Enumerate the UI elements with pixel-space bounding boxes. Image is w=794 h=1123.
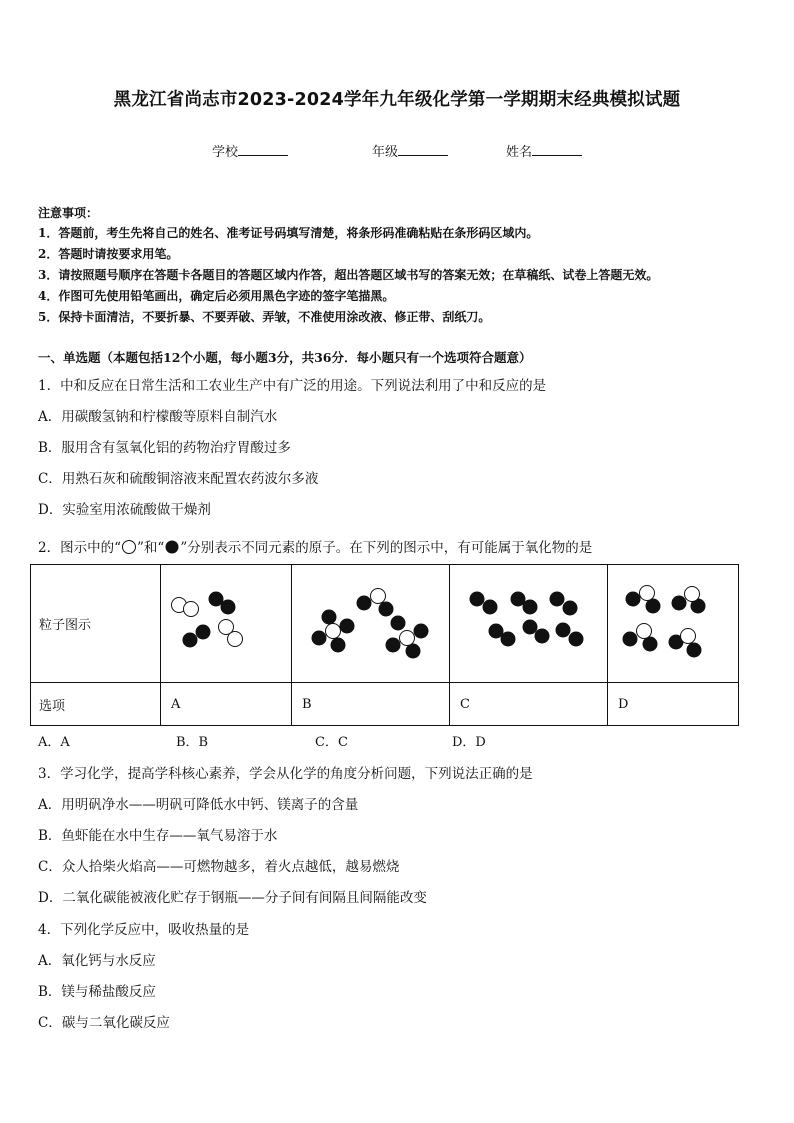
question-4-stem: 4．下列化学反应中，吸收热量的是 — [38, 922, 250, 938]
particle-diagram-b — [292, 565, 450, 683]
question-3-stem: 3．学习化学，提高学科核心素养，学会从化学的角度分析问题，下列说法正确的是 — [38, 766, 533, 782]
choice-a: A — [161, 683, 292, 726]
name-label: 姓名 — [506, 145, 533, 160]
school-field — [212, 141, 288, 160]
particle-table — [30, 564, 739, 726]
grade-blank — [398, 143, 448, 156]
question-3-option-a: A．用明矾净水——明矾可降低水中钙、镁离子的含量 — [38, 797, 359, 813]
choice-b: B — [292, 683, 450, 726]
diagram-c — [450, 565, 607, 678]
note-item: 1．答题前，考生先将自己的姓名、准考证号码填写清楚，将条形码准确粘贴在条形码区域内。 — [38, 226, 539, 240]
question-2-answer-c: C．C — [315, 735, 348, 750]
options-row-label: 选项 — [31, 683, 161, 726]
school-label: 学校 — [212, 145, 239, 160]
grade-field — [372, 141, 448, 160]
question-3-option-c: C．众人拾柴火焰高——可燃物越多，着火点越低，越易燃烧 — [38, 859, 400, 875]
diagram-a — [161, 565, 291, 678]
school-blank — [238, 143, 288, 156]
question-4-option-a: A．氧化钙与水反应 — [38, 953, 156, 969]
question-4-option-c: C．碳与二氧化碳反应 — [38, 1015, 170, 1031]
question-1-option-d: D．实验室用浓硫酸做干燥剂 — [38, 502, 211, 518]
question-4-option-b: B．镁与稀盐酸反应 — [38, 984, 156, 1000]
question-1-option-b: B．服用含有氢氧化铝的药物治疗胃酸过多 — [38, 440, 291, 456]
diagram-b — [292, 565, 449, 678]
particle-diagram-a — [161, 565, 292, 683]
question-1-option-a: A．用碳酸氢钠和柠檬酸等原料自制汽水 — [38, 409, 278, 425]
particle-row-label: 粒子图示 — [31, 565, 161, 683]
question-1-option-c: C．用熟石灰和硫酸铜溶液来配置农药波尔多液 — [38, 471, 319, 487]
note-item: 5．保持卡面清洁，不要折暴、不要弄破、弄皱，不准使用涂改液、修正带、刮纸刀。 — [38, 310, 491, 324]
note-item: 3．请按照题号顺序在答题卡各题目的答题区域内作答，超出答题区域书写的答案无效；在草稿纸、试卷上答题无效。 — [38, 268, 659, 282]
note-item: 2．答题时请按要求用笔。 — [38, 247, 179, 261]
question-2-answer-d: D．D — [452, 735, 486, 750]
section-heading: 一、单选题（本题包括12个小题，每小题3分，共36分．每小题只有一个选项符合题意） — [38, 350, 532, 365]
exam-title: 黑龙江省尚志市2023-2024学年九年级化学第一学期期末经典模拟试题 — [113, 90, 681, 110]
particle-diagram-c — [450, 565, 608, 683]
notes-heading: 注意事项： — [38, 206, 99, 220]
question-2-answer-b: B．B — [176, 735, 209, 750]
note-item: 4．作图可先使用铅笔画出，确定后必须用黑色字迹的签字笔描黑。 — [38, 289, 395, 303]
white-atom-icon — [121, 539, 137, 555]
choice-d: D — [608, 683, 739, 726]
particle-diagram-d — [608, 565, 739, 683]
grade-label: 年级 — [372, 145, 399, 160]
question-3-option-d: D．二氧化碳能被液化贮存于钢瓶——分子间有间隔且间隔能改变 — [38, 890, 427, 906]
diagram-d — [608, 565, 738, 678]
black-atom-icon — [164, 539, 180, 555]
question-1-stem: 1．中和反应在日常生活和工农业生产中有广泛的用途。下列说法利用了中和反应的是 — [38, 378, 547, 394]
name-blank — [532, 143, 582, 156]
name-field — [506, 141, 582, 160]
question-2-answer-a: A．A — [38, 735, 70, 750]
question-3-option-b: B．鱼虾能在水中生存——氧气易溶于水 — [38, 828, 278, 844]
choice-c: C — [450, 683, 608, 726]
question-2-stem: 2．图示中的“ ”和“ ”分别表示不同元素的原子。在下列的图示中，有可能属于氧化物的是 — [38, 540, 593, 556]
